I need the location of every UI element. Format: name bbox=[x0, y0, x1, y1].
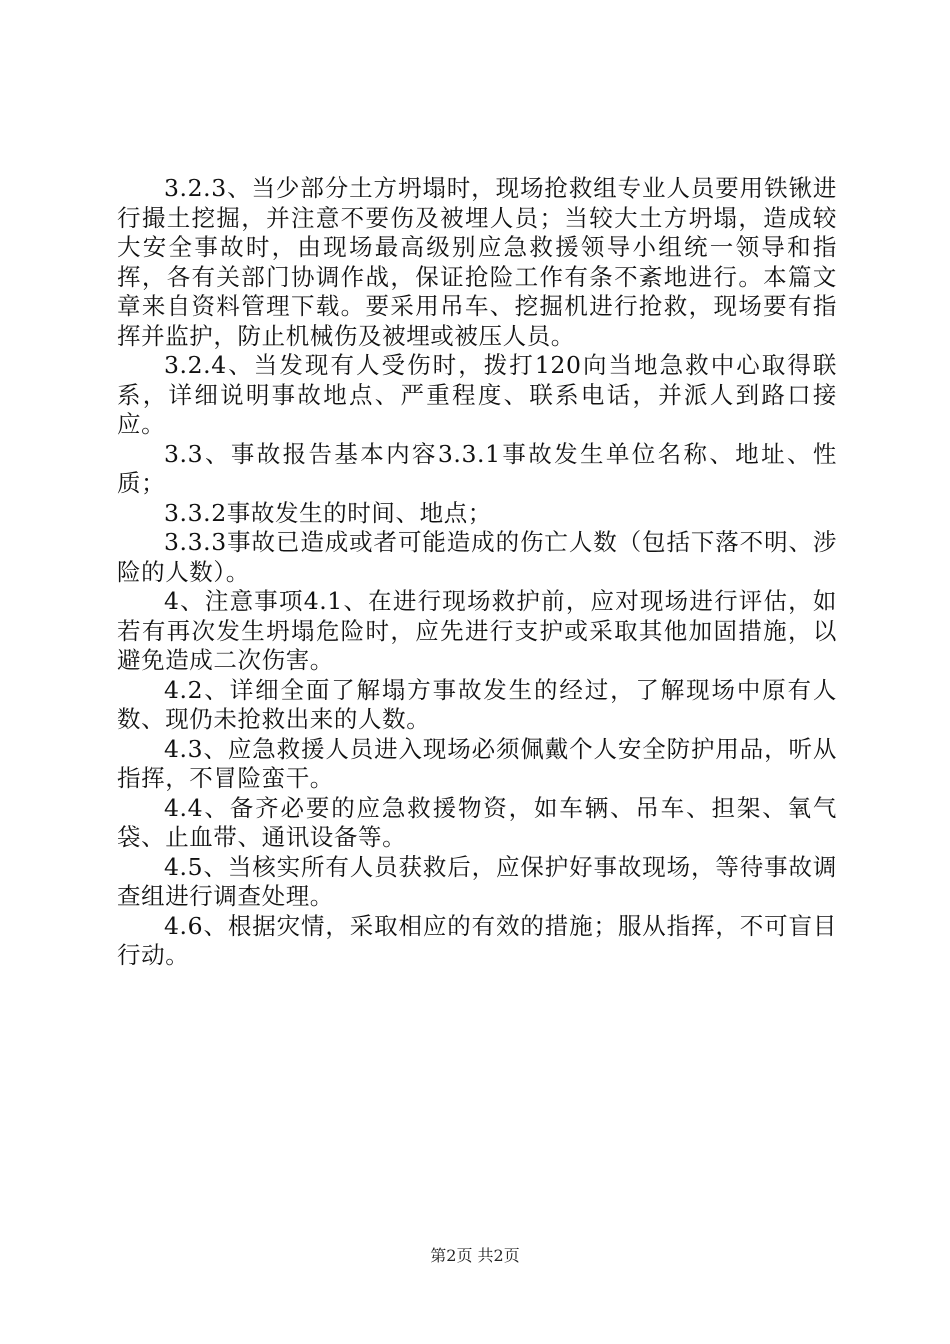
paragraph-4-6: 4.6、根据灾情，采取相应的有效的措施；服从指挥，不可盲目行动。 bbox=[117, 911, 837, 969]
paragraph-3-2-4: 3.2.4、当发现有人受伤时，拨打120向当地急救中心取得联系，详细说明事故地点、严重程度、联系电话，并派人到路口接应。 bbox=[117, 351, 837, 438]
document-body bbox=[117, 174, 837, 971]
paragraph-4-5: 4.5、当核实所有人员获救后，应保护好事故现场，等待事故调查组进行调查处理。 bbox=[117, 852, 837, 910]
paragraph-3-3-2: 3.3.2事故发生的时间、地点； bbox=[164, 498, 492, 527]
paragraph-3-2-3: 3.2.3、当少部分土方坍塌时，现场抢救组专业人员要用铁锹进行撮土挖掘，并注意不要伤及被埋人员；当较大土方坍塌，造成较大安全事故时，由现场最高级别应急救援领导小组统一领导和指挥，各有关部门协调作战，保证抢险工作有条不紊地进行。本篇文章来自资料管理下载。要采用吊车、挖掘机进行抢救，现场要有指挥并监护，防止机械伤及被埋或被压人员。 bbox=[117, 174, 837, 350]
paragraph-4-2: 4.2、详细全面了解塌方事故发生的经过，了解现场中原有人数、现仍未抢救出来的人数。 bbox=[117, 675, 837, 733]
paragraph-4-4: 4.4、备齐必要的应急救援物资，如车辆、吊车、担架、氧气袋、止血带、通讯设备等。 bbox=[117, 793, 837, 851]
page-footer bbox=[0, 1246, 950, 1266]
paragraph-4-1: 4、注意事项4.1、在进行现场救护前，应对现场进行评估，如若有再次发生坍塌危险时，应先进行支护或采取其他加固措施，以避免造成二次伤害。 bbox=[117, 587, 837, 674]
paragraph-3-3: 3.3、事故报告基本内容3.3.1事故发生单位名称、地址、性质； bbox=[117, 439, 837, 497]
paragraph-3-3-3: 3.3.3事故已造成或者可能造成的伤亡人数（包括下落不明、涉险的人数）。 bbox=[117, 528, 837, 586]
paragraph-4-3: 4.3、应急救援人员进入现场必须佩戴个人安全防护用品，听从指挥，不冒险蛮干。 bbox=[117, 734, 837, 792]
page-number: 第2页 共2页 bbox=[430, 1246, 520, 1265]
